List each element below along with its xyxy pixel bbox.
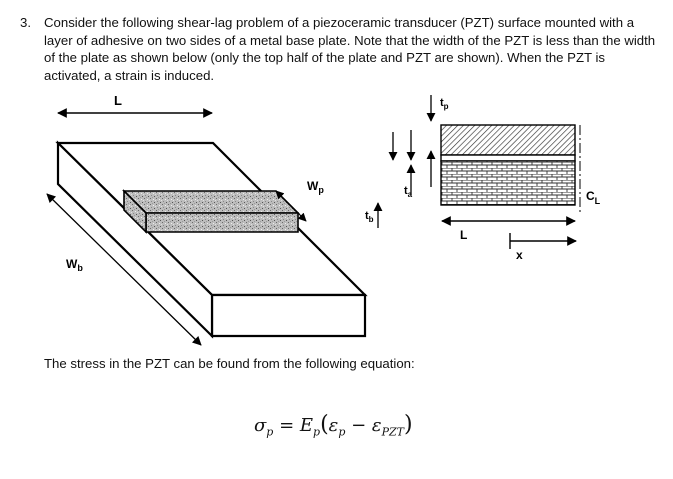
strain-symbol: ε: [328, 415, 339, 436]
open-paren: (: [320, 412, 329, 437]
sigma-subscript: p: [266, 425, 274, 439]
x-axis-label: x: [516, 248, 523, 262]
section-length-label: L: [460, 228, 468, 242]
adhesive-thickness-label: $t_a$: [404, 185, 413, 199]
pzt-front-face: [146, 213, 298, 232]
pzt-top-face: [124, 191, 298, 213]
strain-subscript: p: [338, 425, 346, 439]
plate-3d-drawing: [47, 93, 378, 345]
pzt-strain-symbol: ε: [371, 415, 382, 436]
cross-section-drawing: [393, 95, 601, 262]
equation-caption: The stress in the PZT can be found from the following equation:: [44, 356, 415, 371]
pzt-strain-subscript: PZT: [381, 425, 404, 439]
equals-sign: =: [273, 415, 300, 436]
pzt-thickness-label: $t_p$: [440, 97, 449, 111]
stress-equation: [254, 412, 413, 439]
pzt-layer: [441, 125, 575, 155]
plate-thickness-label: $t_b$: [365, 210, 374, 224]
close-paren: ): [403, 412, 413, 437]
sigma-symbol: σ: [254, 415, 267, 436]
length-label: L: [114, 93, 122, 108]
modulus-symbol: E: [299, 415, 314, 436]
problem-text: Consider the following shear-lag problem of a piezoceramic transducer (PZT) surface mounted with a layer of adhesive on two sides of a metal base plate. Note that the width of the PZT is less than the width of the plate as shown below (only the top half of the plate and PZT are shown). When the PZT is activated, a strain is induced.: [44, 15, 656, 83]
plate-width-label: $W_b$: [66, 257, 83, 273]
centerline-label: $C_L$: [586, 189, 601, 206]
pzt-width-label: $W_p$: [307, 179, 324, 195]
plate-section: [441, 161, 575, 205]
modulus-subscript: p: [313, 425, 321, 439]
problem-number: 3.: [20, 15, 31, 30]
plate-front-face: [212, 295, 365, 336]
minus-sign: −: [345, 415, 372, 436]
adhesive-line: [441, 155, 575, 161]
